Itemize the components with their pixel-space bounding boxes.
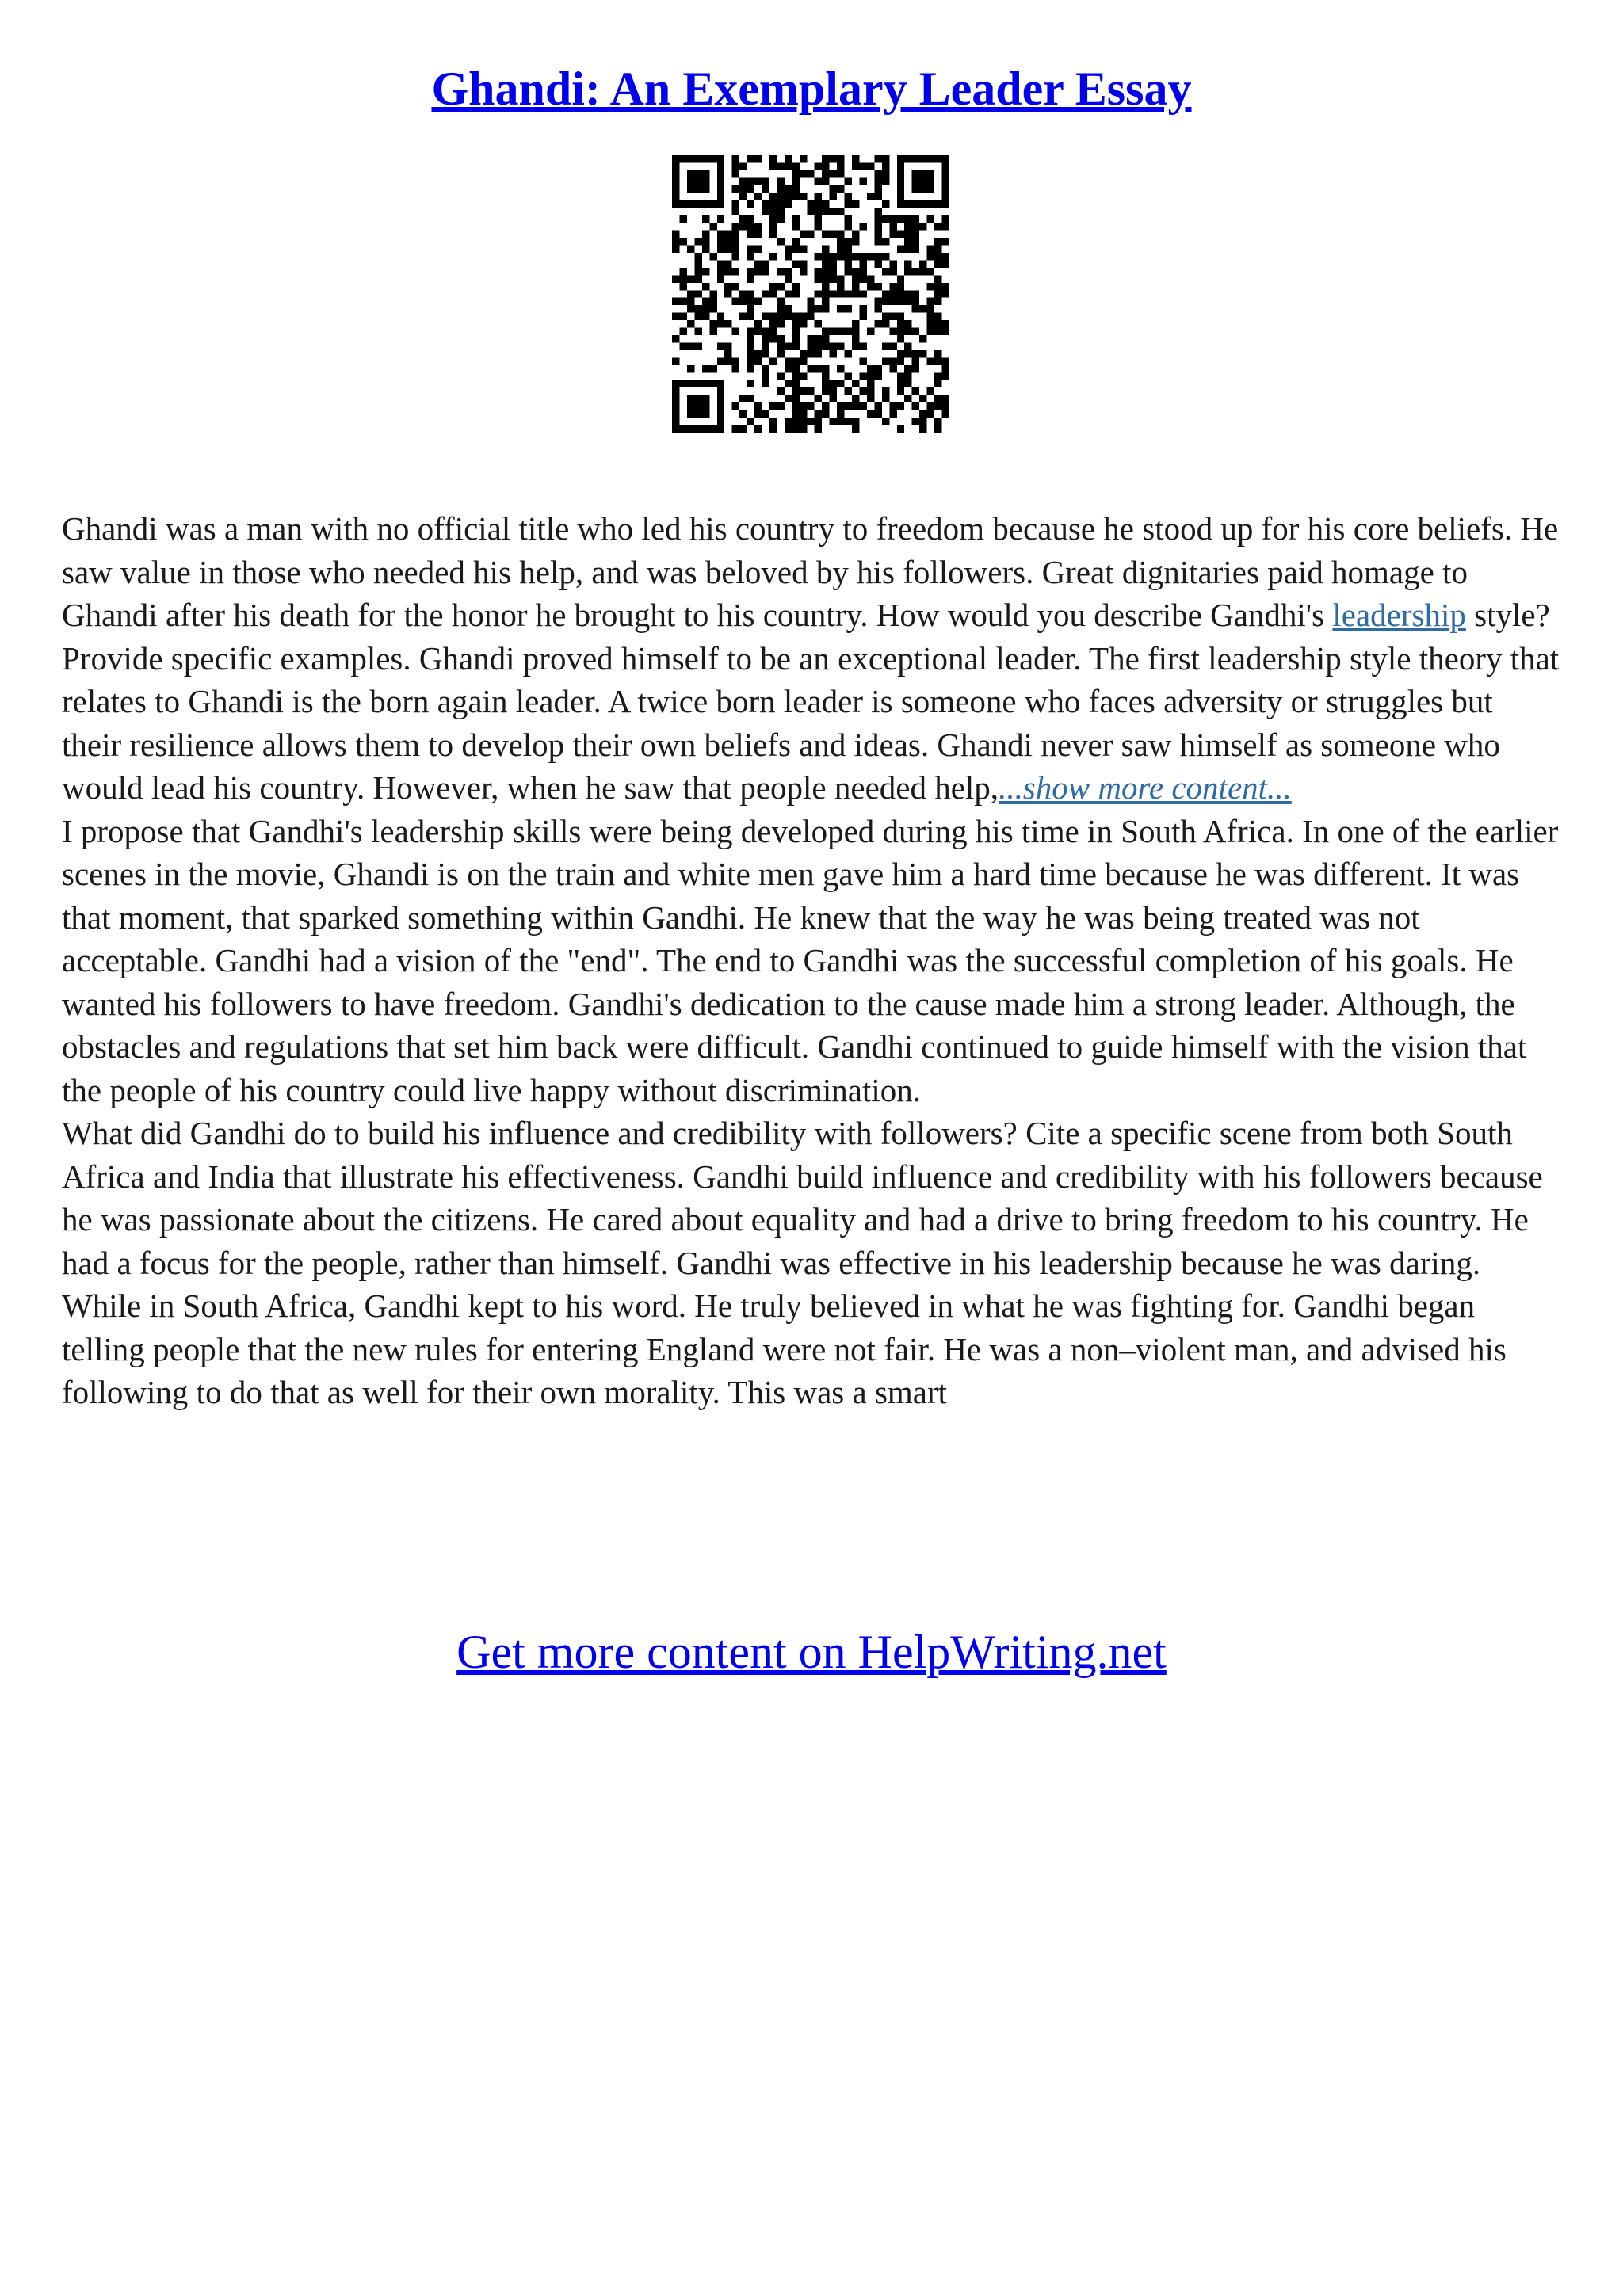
helpwriting-link[interactable]: Get more content on HelpWriting.net [456, 1626, 1167, 1678]
show-more-link[interactable]: ...show more content... [999, 769, 1292, 806]
essay-body [62, 507, 1560, 1414]
footer [0, 1620, 1623, 1684]
paragraph-1-text-before: Ghandi was a man with no official title who led his country to freedom because he stood up for his core beliefs. He saw value in those who needed his help, and was beloved by his followers. Great dignitaries paid homage to Ghandi after his death for the honor he brought to his country. How would you describe Gandhi's [62, 510, 1559, 633]
leadership-link[interactable]: leadership [1332, 597, 1466, 633]
paragraph-3: What did Gandhi do to build his influence and credibility with followers? Cite a specific scene from both South Africa and India that illustrate his effectiveness. Gandhi build influence and credibility with his followers because he was passionate about the citizens. He cared about equality and had a drive to bring freedom to his country. He had a focus for the people, rather than himself. Gandhi was effective in his leadership because he was daring. While in South Africa, Gandhi kept to his word. He truly believed in what he was fighting for. Gandhi began telling people that the new rules for entering England were not fair. He was a non–violent man, and advised his following to do that as well for their own morality. This was a smart [62, 1115, 1543, 1410]
title-link[interactable]: Ghandi: An Exemplary Leader Essay [431, 63, 1192, 115]
paragraph-1 [62, 507, 1560, 810]
paragraph-1-text-after: style? Provide specific examples. Ghandi proved himself to be an exceptional leader. The first leadership style theory that relates to Ghandi is the born again leader. A twice born leader is someone who faces adversity or struggles but their resilience allows them to develop their own beliefs and ideas. Ghandi never saw himself as someone who would lead his country. However, when he saw that people needed help, [62, 597, 1560, 806]
page-title [0, 57, 1623, 120]
paragraph-2: I propose that Gandhi's leadership skills were being developed during his time in South Africa. In one of the earlier scenes in the movie, Ghandi is on the train and white men gave him a hard time because he was different. It was that moment, that sparked something within Gandhi. He knew that the way he was being treated was not acceptable. Gandhi had a vision of the "end". The end to Gandhi was the successful completion of his goals. He wanted his followers to have freedom. Gandhi's dedication to the cause made him a strong leader. Although, the obstacles and regulations that set him back were difficult. Gandhi continued to guide himself with the vision that the people of his country could live happy without discrimination. [62, 812, 1559, 1108]
qr-code [672, 155, 949, 433]
